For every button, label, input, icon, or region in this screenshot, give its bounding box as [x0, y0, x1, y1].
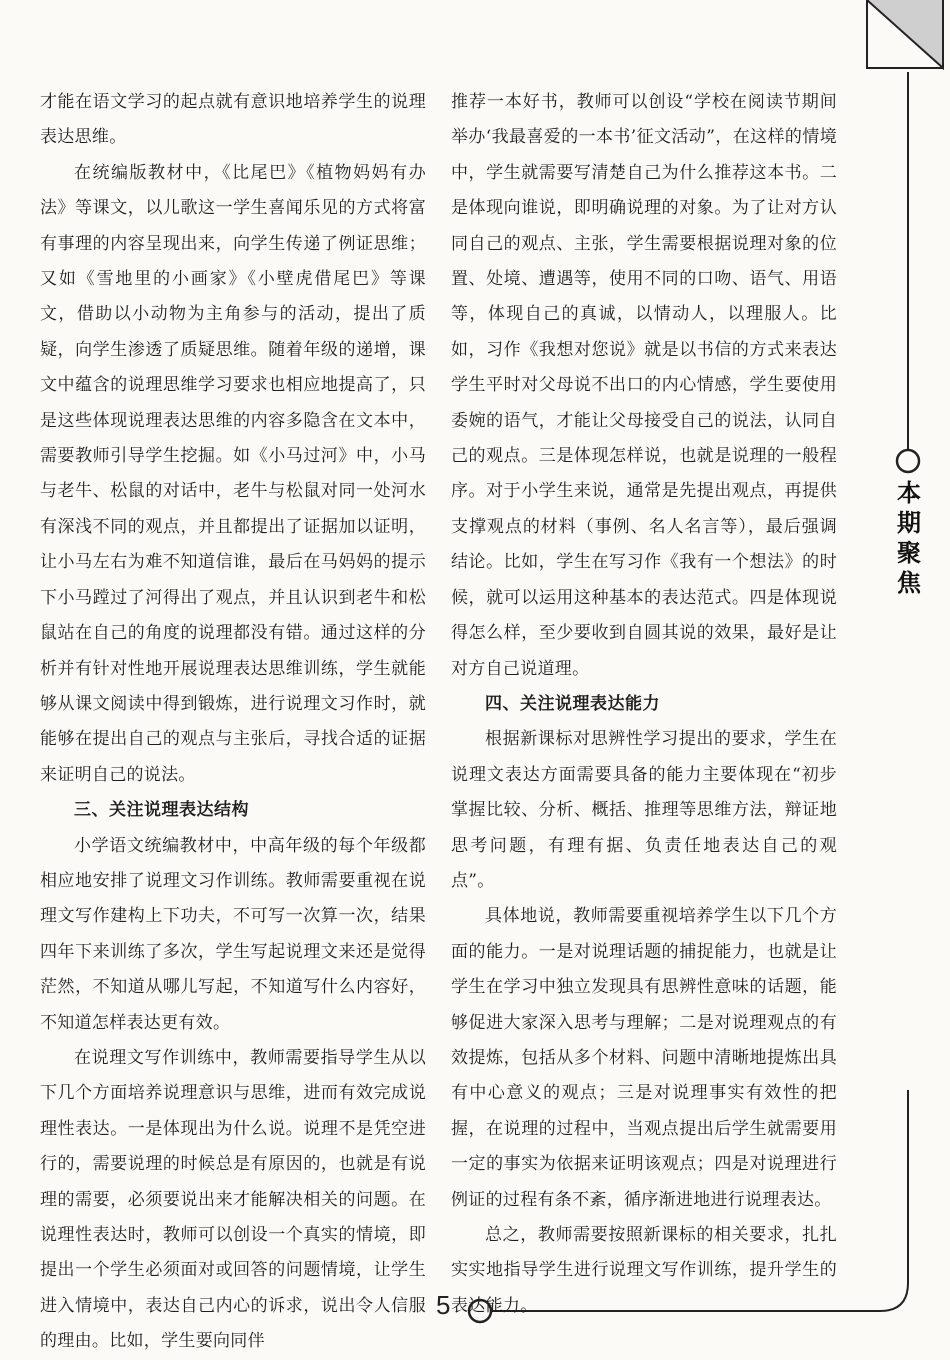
paragraph: 在说理文写作训练中，教师需要指导学生从以下几个方面培养说理意识与思维，进而有效完成说理性表达。一是体现出为什么说。说理不是凭空进行的，需要说理的时候总是有原因的，也就是有说理的需要，必须要说出来才能解决相关的问题。在说理性表达时，教师可以创设一个真实的情境，即提出一个学生必须面对或回答的问题情境，让学生进入情境中，表达自己内心的诉求，说出令人信服的理由。比如，学生要向同伴	[40, 1047, 426, 1352]
right-column	[451, 85, 837, 1324]
section-heading-3: 三、关注说理表达结构	[74, 800, 249, 821]
sidebar-circle-icon	[897, 450, 919, 472]
page-number: 5	[436, 1290, 451, 1320]
section-label-char: 焦	[897, 569, 921, 597]
section-heading-4: 四、关注说理表达能力	[485, 693, 660, 714]
corner-decoration	[863, 0, 950, 72]
paragraph: 才能在语文学习的起点就有意识地培养学生的说理表达思维。	[40, 92, 426, 148]
section-label-char: 聚	[897, 539, 921, 567]
section-label-char: 期	[897, 509, 921, 537]
paragraph: 推荐一本好书，教师可以创设“学校在阅读节期间举办‘我最喜爱的一本书’征文活动”，在这样的情境中，学生就需要写清楚自己为什么推荐这本书。二是体现向谁说，即明确说理的对象。为了让对方认同自己的观点、主张，学生需要根据说理对象的位置、处境、遭遇等，使用不同的口吻、语气、用语等，体现自己的真诚，以情动人，以理服人。比如，习作《我想对您说》就是以书信的方式来表达学生平时对父母说不出口的内心情感，学生要使用委婉的语气，才能让父母接受自己的说法，认同自己的观点。三是体现怎样说，也就是说理的一般程序。对于小学生来说，通常是先提出观点，再提供支撑观点的材料（事例、名人名言等），最后强调结论。比如，学生在写习作《我有一个想法》的时候，就可以运用这种基本的表达范式。四是体现说得怎么样，至少要收到自圆其说的效果，最好是让对方自己说道理。	[451, 92, 837, 679]
paragraph: 总之，教师需要按照新课标的相关要求，扎扎实实地指导学生进行说理文写作训练，提升学生的表达能力。	[451, 1225, 837, 1316]
left-column	[40, 85, 426, 1360]
paragraph: 在统编版教材中，《比尾巴》《植物妈妈有办法》等课文，以儿歌这一学生喜闻乐见的方式将富有事理的内容呈现出来，向学生传递了例证思维；又如《雪地里的小画家》《小壁虎借尾巴》等课文，借助以小动物为主角参与的活动，提出了质疑，向学生渗透了质疑思维。随着年级的递增，课文中蕴含的说理思维学习要求也相应地提高了，只是这些体现说理表达思维的内容多隐含在文本中，需要教师引导学生挖掘。如《小马过河》中，小马与老牛、松鼠的对话中，老牛与松鼠对同一处河水有深浅不同的观点，并且都提出了证据加以证明，让小马左右为难不知道信谁，最后在马妈妈的提示下小马蹚过了河得出了观点，并且认识到老牛和松鼠站在自己的角度的说理都没有错。通过这样的分析并有针对性地开展说理表达思维训练，学生就能够从课文阅读中得到锻炼，进行说理文习作时，就能够在提出自己的观点与主张后，寻找合适的证据来证明自己的说法。	[40, 162, 426, 785]
paragraph: 小学语文统编教材中，中高年级的每个年级都相应地安排了说理文习作训练。教师需要重视在说理文写作建构上下功夫，不可写一次算一次，结果四年下来训练了多次，学生写起说理文来还是觉得茫然，不知道从哪儿写起，不知道写什么内容好，不知道怎样表达更有效。	[40, 835, 426, 1033]
section-label-char: 本	[897, 479, 921, 507]
section-label	[892, 478, 926, 598]
paragraph: 根据新课标对思辨性学习提出的要求，学生在说理文表达方面需要具备的能力主要体现在“初步掌握比较、分析、概括、推理等思维方法，辩证地思考问题，有理有据、负责任地表达自己的观点”。	[451, 729, 837, 891]
paragraph: 具体地说，教师需要重视培养学生以下几个方面的能力。一是对说理话题的捕捉能力，也就是让学生在学习中独立发现具有思辨性意味的话题，能够促进大家深入思考与理解；二是对说理观点的有效提炼，包括从多个材料、问题中清晰地提炼出具有中心意义的观点；三是对说理事实有效性的把握，在说理的过程中，当观点提出后学生就需要用一定的事实为依据来证明该观点；四是对说理进行例证的过程有条不紊，循序渐进地进行说理表达。	[451, 906, 837, 1210]
